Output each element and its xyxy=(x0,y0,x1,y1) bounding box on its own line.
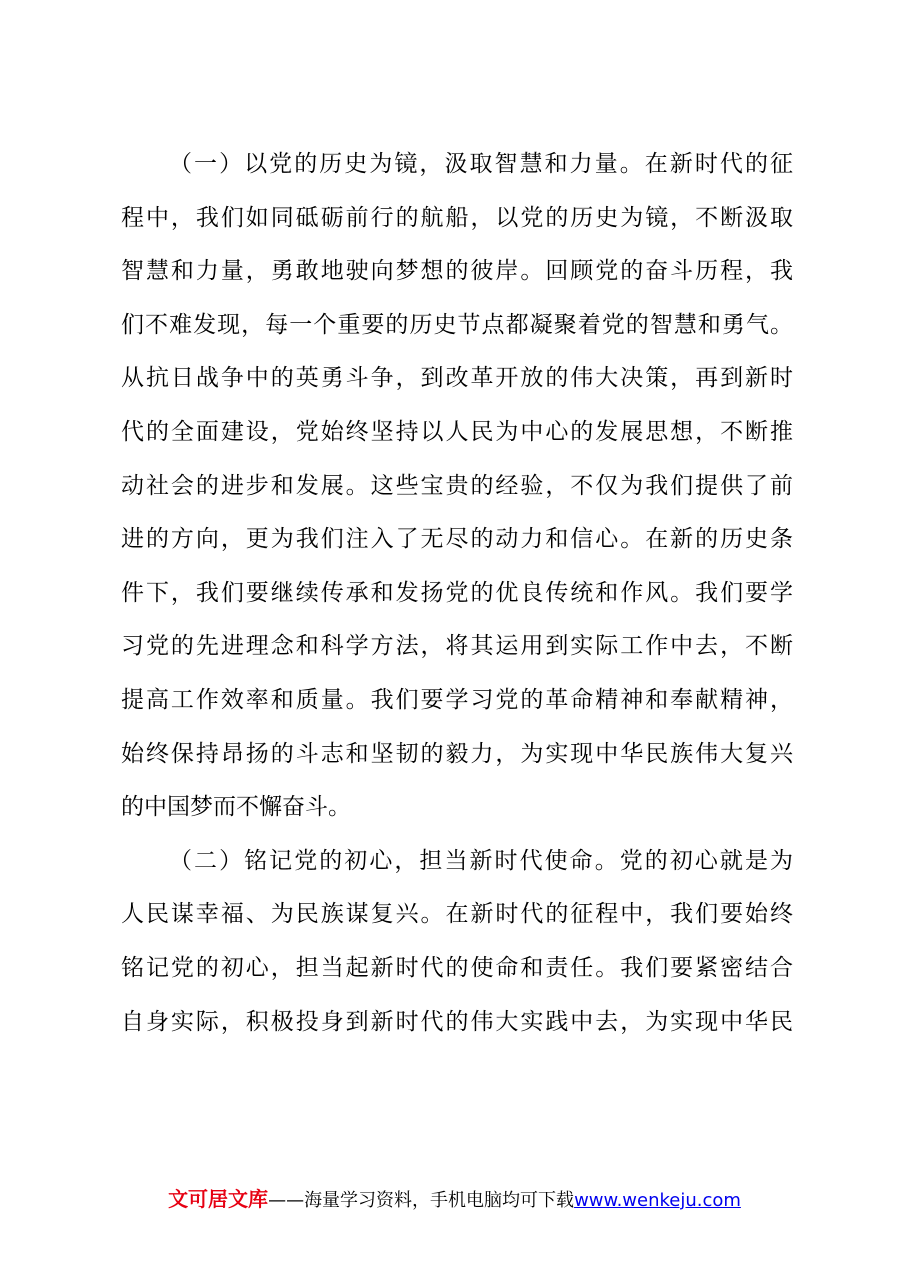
paragraph-1-line-3: 智慧和力量，勇敢地驶向梦想的彼岸。回顾党的奋斗历程，我 xyxy=(121,258,793,285)
paragraph-2-line-2: 人民谋幸福、为民族谋复兴。在新时代的征程中，我们要始终 xyxy=(121,901,793,928)
paragraph-1-line-6: 代的全面建设，党始终坚持以人民为中心的发展思想，不断推 xyxy=(121,418,793,445)
paragraph-2-line-3: 铭记党的初心，担当起新时代的使命和责任。我们要紧密结合 xyxy=(121,954,793,981)
footer-brand: 文可居文库 xyxy=(168,1187,269,1211)
paragraph-1-line-1: （一）以党的历史为镜，汲取智慧和力量。在新时代的征 xyxy=(169,151,793,177)
paragraph-1-line-9: 件下，我们要继续传承和发扬党的优良传统和作风。我们要学 xyxy=(121,579,793,606)
paragraph-1-line-12: 始终保持昂扬的斗志和坚韧的毅力，为实现中华民族伟大复兴 xyxy=(121,740,793,767)
paragraph-1-line-8: 进的方向，更为我们注入了无尽的动力和信心。在新的历史条 xyxy=(121,526,793,553)
paragraph-1-line-13: 的中国梦而不懈奋斗。 xyxy=(121,794,351,821)
paragraph-1-line-4: 们不难发现，每一个重要的历史节点都凝聚着党的智慧和勇气。 xyxy=(121,311,793,338)
footer-tagline: ——海量学习资料，手机电脑均可下载 xyxy=(268,1190,575,1211)
paragraph-1-line-10: 习党的先进理念和科学方法，将其运用到实际工作中去，不断 xyxy=(121,633,793,660)
footer-site-link[interactable]: www.wenkeju.com xyxy=(574,1190,741,1211)
footer-banner xyxy=(0,1183,909,1212)
paragraph-1-line-2: 程中，我们如同砥砺前行的航船，以党的历史为镜，不断汲取 xyxy=(121,204,793,231)
paragraph-1-line-5: 从抗日战争中的英勇斗争，到改革开放的伟大决策，再到新时 xyxy=(121,365,793,392)
paragraph-2-line-4: 自身实际，积极投身到新时代的伟大实践中去，为实现中华民 xyxy=(121,1008,793,1035)
document-body xyxy=(121,138,793,1049)
paragraph-2-line-1: （二）铭记党的初心，担当新时代使命。党的初心就是为 xyxy=(169,847,793,874)
paragraph-1-line-7: 动社会的进步和发展。这些宝贵的经验，不仅为我们提供了前 xyxy=(121,472,793,499)
paragraph-1-line-11: 提高工作效率和质量。我们要学习党的革命精神和奉献精神， xyxy=(121,686,793,713)
